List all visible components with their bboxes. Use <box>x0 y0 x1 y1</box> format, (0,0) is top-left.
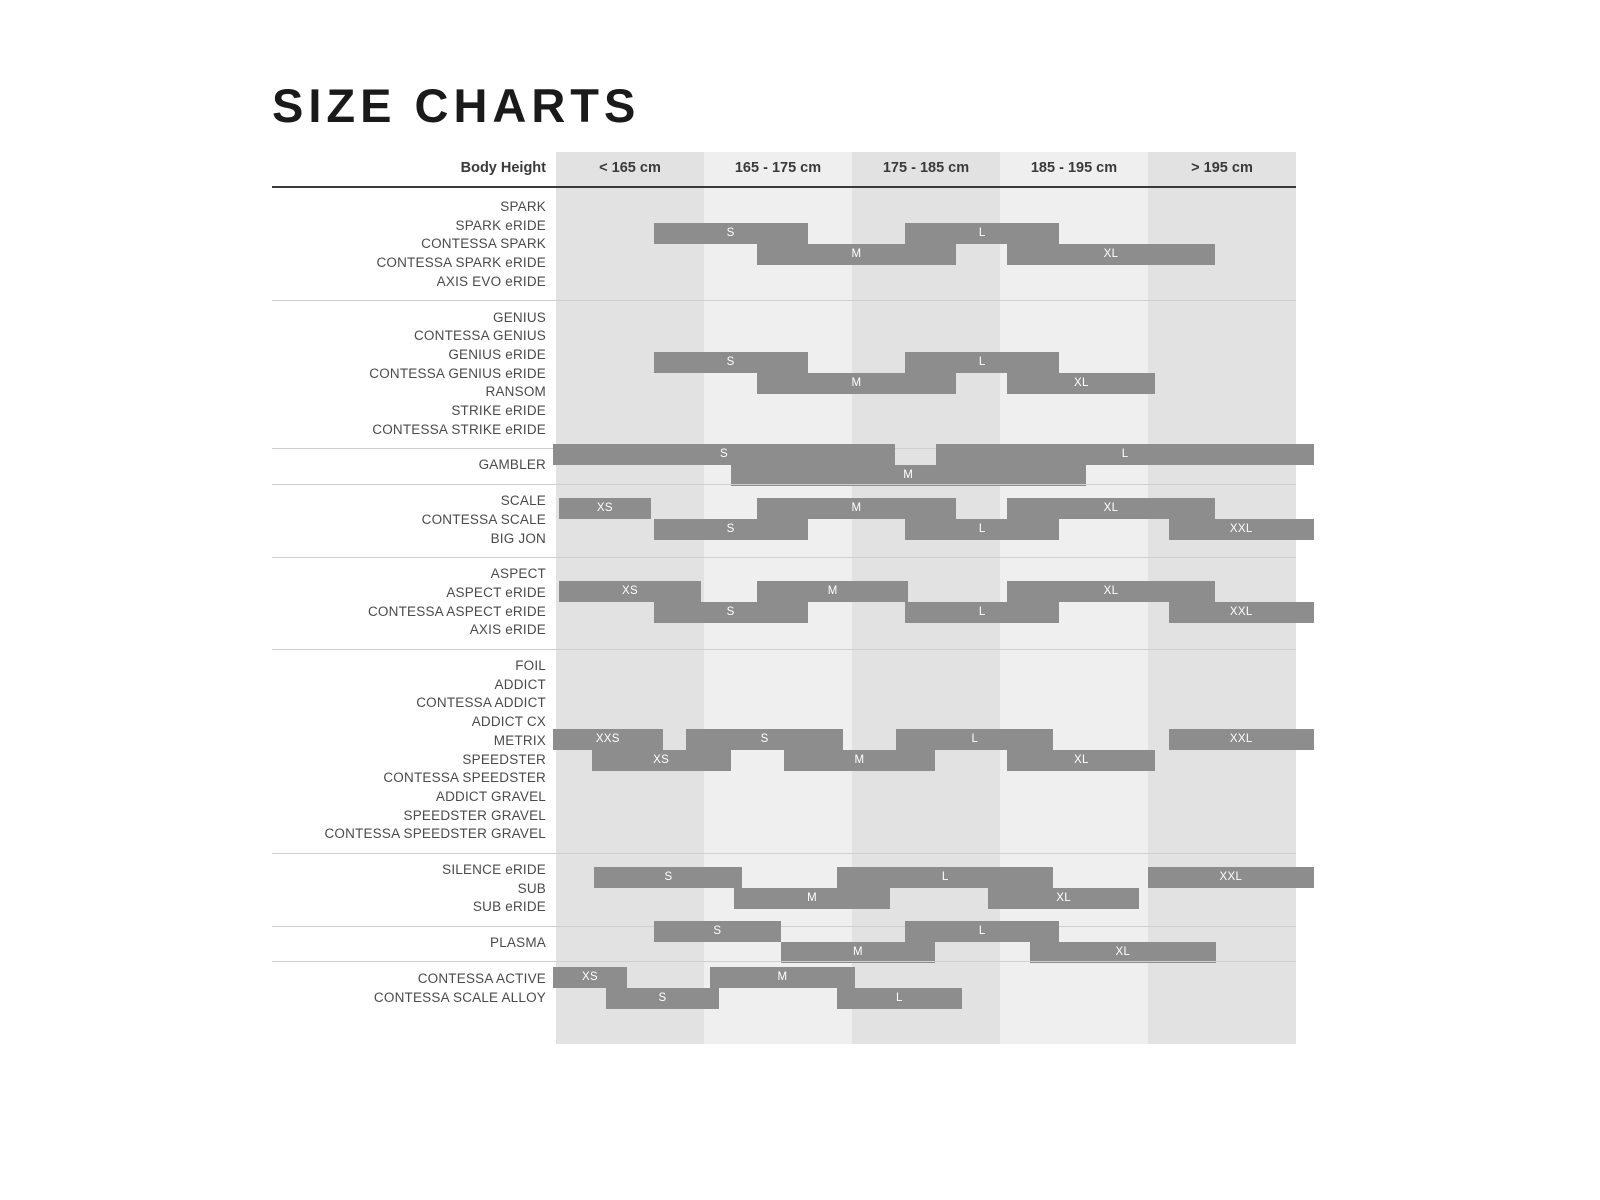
size-bar: S <box>686 729 843 750</box>
size-bar: L <box>936 444 1313 465</box>
model-name: SPARK eRIDE <box>455 217 546 233</box>
model-name-list <box>272 970 546 1007</box>
group-separator <box>272 557 1296 558</box>
model-name-list <box>272 492 546 548</box>
size-chart <box>272 152 1296 1044</box>
size-bar: L <box>896 729 1053 750</box>
model-name: METRIX <box>493 732 546 748</box>
model-name: ASPECT <box>490 566 546 582</box>
model-name: SILENCE eRIDE <box>442 862 546 877</box>
size-bar: L <box>905 921 1059 942</box>
model-name: CONTESSA ADDICT <box>416 695 546 711</box>
model-name: CONTESSA GENIUS eRIDE <box>369 365 546 381</box>
model-name-list <box>272 934 546 953</box>
model-name-list <box>272 565 546 640</box>
size-bar: S <box>594 867 742 888</box>
body-height-header: Body Height <box>460 160 546 176</box>
size-bar: L <box>837 988 961 1009</box>
model-name: FOIL <box>515 658 546 673</box>
model-name-list <box>272 456 546 475</box>
column-header: > 195 cm <box>1191 160 1253 176</box>
model-name: PLASMA <box>490 935 546 951</box>
size-bar: XL <box>1007 244 1214 265</box>
column-header: < 165 cm <box>599 160 661 176</box>
group-separator <box>272 484 1296 485</box>
size-bar: S <box>606 988 718 1009</box>
model-name: GENIUS eRIDE <box>448 346 546 362</box>
header-rule <box>272 186 1296 188</box>
model-name: SUB <box>517 880 546 896</box>
model-name: SPARK <box>500 199 546 214</box>
group-separator <box>272 961 1296 962</box>
size-bar: XL <box>1007 498 1214 519</box>
group-separator <box>272 853 1296 854</box>
model-name: ADDICT GRAVEL <box>435 788 546 804</box>
table-header <box>272 152 1296 184</box>
model-name: SPEEDSTER <box>462 751 546 767</box>
model-name: CONTESSA SPARK eRIDE <box>376 255 546 271</box>
model-name: CONTESSA ASPECT eRIDE <box>367 603 546 619</box>
model-name: ADDICT <box>494 676 546 692</box>
size-bar: XS <box>559 498 651 519</box>
model-name-list <box>272 309 546 440</box>
size-bar: XL <box>1007 373 1155 394</box>
size-bar: L <box>837 867 1053 888</box>
group-separator <box>272 649 1296 650</box>
model-name: SCALE <box>500 493 546 509</box>
size-bar: XS <box>553 967 627 988</box>
model-name: CONTESSA SPEEDSTER <box>383 770 546 786</box>
model-name-list <box>272 657 546 844</box>
column-header: 175 - 185 cm <box>882 160 970 176</box>
size-bar: M <box>757 373 955 394</box>
size-bar: M <box>757 498 955 519</box>
model-name: CONTESSA GENIUS <box>413 328 546 344</box>
model-name: AXIS EVO eRIDE <box>436 273 546 289</box>
model-name-list <box>272 861 546 917</box>
column-header: 185 - 195 cm <box>1030 160 1118 176</box>
model-name: AXIS eRIDE <box>469 622 546 638</box>
size-bar: S <box>654 352 808 373</box>
size-bar: S <box>654 602 808 623</box>
size-bar: XXL <box>1169 519 1314 540</box>
size-bar: L <box>905 602 1059 623</box>
group-separator <box>272 926 1296 927</box>
size-bar: XL <box>1007 750 1155 771</box>
size-bar: XXS <box>553 729 663 750</box>
size-bar: M <box>731 465 1086 486</box>
size-bar: S <box>654 223 808 244</box>
model-name: BIG JON <box>490 530 546 546</box>
group-separator <box>272 300 1296 301</box>
model-name: CONTESSA SCALE <box>421 511 546 527</box>
size-bar: M <box>757 581 908 602</box>
size-bar: XS <box>592 750 731 771</box>
size-bar: M <box>710 967 855 988</box>
column-header: 165 - 175 cm <box>734 160 822 176</box>
size-bar: L <box>905 352 1059 373</box>
size-bar: S <box>654 519 808 540</box>
size-bar: M <box>734 888 891 909</box>
model-name-list <box>272 198 546 292</box>
model-name: GENIUS <box>493 309 546 325</box>
size-bar: M <box>784 750 935 771</box>
model-name: RANSOM <box>485 384 546 400</box>
size-bar: S <box>553 444 895 465</box>
size-bar: XL <box>1030 942 1216 963</box>
model-name: CONTESSA SPARK <box>421 236 546 252</box>
size-bar: M <box>757 244 955 265</box>
model-name: ADDICT CX <box>471 714 546 730</box>
size-bar: XL <box>1007 581 1214 602</box>
size-bar: L <box>905 223 1059 244</box>
size-bar: XL <box>988 888 1139 909</box>
model-name: GAMBLER <box>478 457 546 473</box>
size-bar: XXL <box>1169 602 1314 623</box>
model-name: CONTESSA STRIKE eRIDE <box>372 421 546 437</box>
size-bar: XXL <box>1148 867 1314 888</box>
model-name: STRIKE eRIDE <box>451 403 546 419</box>
model-name: CONTESSA SCALE ALLOY <box>373 989 546 1005</box>
size-bar: XS <box>559 581 701 602</box>
model-name: ASPECT eRIDE <box>446 584 546 600</box>
model-name: CONTESSA ACTIVE <box>417 970 546 986</box>
model-name: SPEEDSTER GRAVEL <box>403 807 546 823</box>
size-bar: XXL <box>1169 729 1314 750</box>
size-bar: L <box>905 519 1059 540</box>
model-name: SUB eRIDE <box>472 899 546 915</box>
page-title: SIZE CHARTS <box>272 79 641 132</box>
size-bar: S <box>654 921 781 942</box>
size-bar: M <box>781 942 935 963</box>
model-name: CONTESSA SPEEDSTER GRAVEL <box>324 826 546 842</box>
